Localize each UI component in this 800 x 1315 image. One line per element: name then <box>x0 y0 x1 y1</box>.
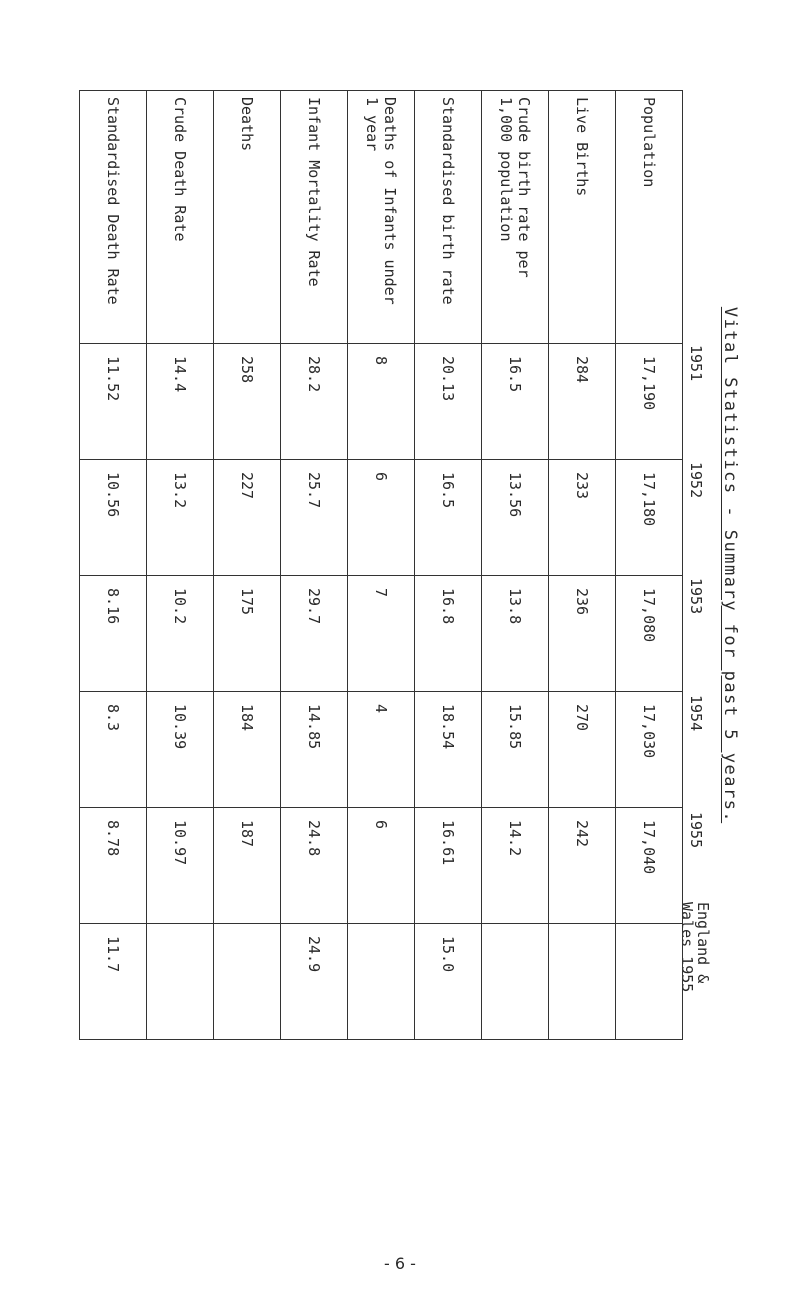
row-label: Infant Mortality Rate <box>281 91 348 344</box>
table-row <box>348 91 415 1040</box>
vital-statistics-table <box>79 90 683 1040</box>
table-row <box>482 91 549 1040</box>
table-cell: 175 <box>214 576 281 692</box>
col-1954: 1954 <box>687 695 705 732</box>
table-cell <box>348 924 415 1040</box>
table-cell: 227 <box>214 460 281 576</box>
table-cell <box>214 924 281 1040</box>
column-headers <box>678 90 712 1040</box>
table-cell <box>147 924 214 1040</box>
table-cell: 16.5 <box>482 344 549 460</box>
table-row <box>214 91 281 1040</box>
table-cell: 270 <box>549 692 616 808</box>
table-row <box>147 91 214 1040</box>
table-cell: 20.13 <box>415 344 482 460</box>
table-cell: 184 <box>214 692 281 808</box>
col-1953: 1953 <box>687 578 705 615</box>
row-label: Crude birth rate per 1,000 population <box>482 91 549 344</box>
col-1951: 1951 <box>687 345 705 382</box>
table-cell: 17,040 <box>616 808 683 924</box>
table-cell: 16.8 <box>415 576 482 692</box>
table-cell: 16.61 <box>415 808 482 924</box>
row-label: Deaths of Infants under 1 year <box>348 91 415 344</box>
table-cell: 10.97 <box>147 808 214 924</box>
table-cell: 236 <box>549 576 616 692</box>
row-label: Live Births <box>549 91 616 344</box>
table-row <box>281 91 348 1040</box>
col-1952: 1952 <box>687 462 705 499</box>
table-cell <box>482 924 549 1040</box>
col-england-wales: England & Wales 1955 <box>678 902 712 993</box>
table-cell: 233 <box>549 460 616 576</box>
page-title: Vital Statistics - Summary for past 5 years. <box>720 306 740 824</box>
table-cell: 4 <box>348 692 415 808</box>
table-cell: 6 <box>348 808 415 924</box>
table-cell: 14.85 <box>281 692 348 808</box>
table-cell: 17,030 <box>616 692 683 808</box>
rotated-table-page <box>65 90 745 1040</box>
page-number: - 6 - <box>384 1254 416 1273</box>
table-cell: 13.56 <box>482 460 549 576</box>
table-cell: 7 <box>348 576 415 692</box>
table-cell: 15.0 <box>415 924 482 1040</box>
table-cell: 11.7 <box>80 924 147 1040</box>
table-cell: 18.54 <box>415 692 482 808</box>
table-cell: 13.2 <box>147 460 214 576</box>
table-cell: 17,080 <box>616 576 683 692</box>
table-cell: 8 <box>348 344 415 460</box>
table-cell: 6 <box>348 460 415 576</box>
table-cell: 11.52 <box>80 344 147 460</box>
row-label: Standardised Death Rate <box>80 91 147 344</box>
table-cell: 284 <box>549 344 616 460</box>
table-cell <box>549 924 616 1040</box>
table-cell: 10.2 <box>147 576 214 692</box>
row-label: Population <box>616 91 683 344</box>
row-label: Deaths <box>214 91 281 344</box>
table-cell: 15.85 <box>482 692 549 808</box>
table-cell: 25.7 <box>281 460 348 576</box>
table-row <box>616 91 683 1040</box>
table-cell: 8.3 <box>80 692 147 808</box>
table-cell: 14.2 <box>482 808 549 924</box>
table-cell: 242 <box>549 808 616 924</box>
table-cell: 17,190 <box>616 344 683 460</box>
table-cell: 28.2 <box>281 344 348 460</box>
table-row <box>549 91 616 1040</box>
row-label: Crude Death Rate <box>147 91 214 344</box>
col-1955: 1955 <box>687 812 705 849</box>
table-cell: 8.78 <box>80 808 147 924</box>
table-row <box>80 91 147 1040</box>
table-cell: 29.7 <box>281 576 348 692</box>
table-cell: 10.56 <box>80 460 147 576</box>
table-cell: 24.9 <box>281 924 348 1040</box>
table-cell: 258 <box>214 344 281 460</box>
table-cell: 14.4 <box>147 344 214 460</box>
table-cell: 24.8 <box>281 808 348 924</box>
table-cell: 17,180 <box>616 460 683 576</box>
table-row <box>415 91 482 1040</box>
table-cell: 187 <box>214 808 281 924</box>
table-cell: 10.39 <box>147 692 214 808</box>
table-cell <box>616 924 683 1040</box>
row-label: Standardised birth rate <box>415 91 482 344</box>
table-cell: 13.8 <box>482 576 549 692</box>
table-cell: 16.5 <box>415 460 482 576</box>
table-cell: 8.16 <box>80 576 147 692</box>
